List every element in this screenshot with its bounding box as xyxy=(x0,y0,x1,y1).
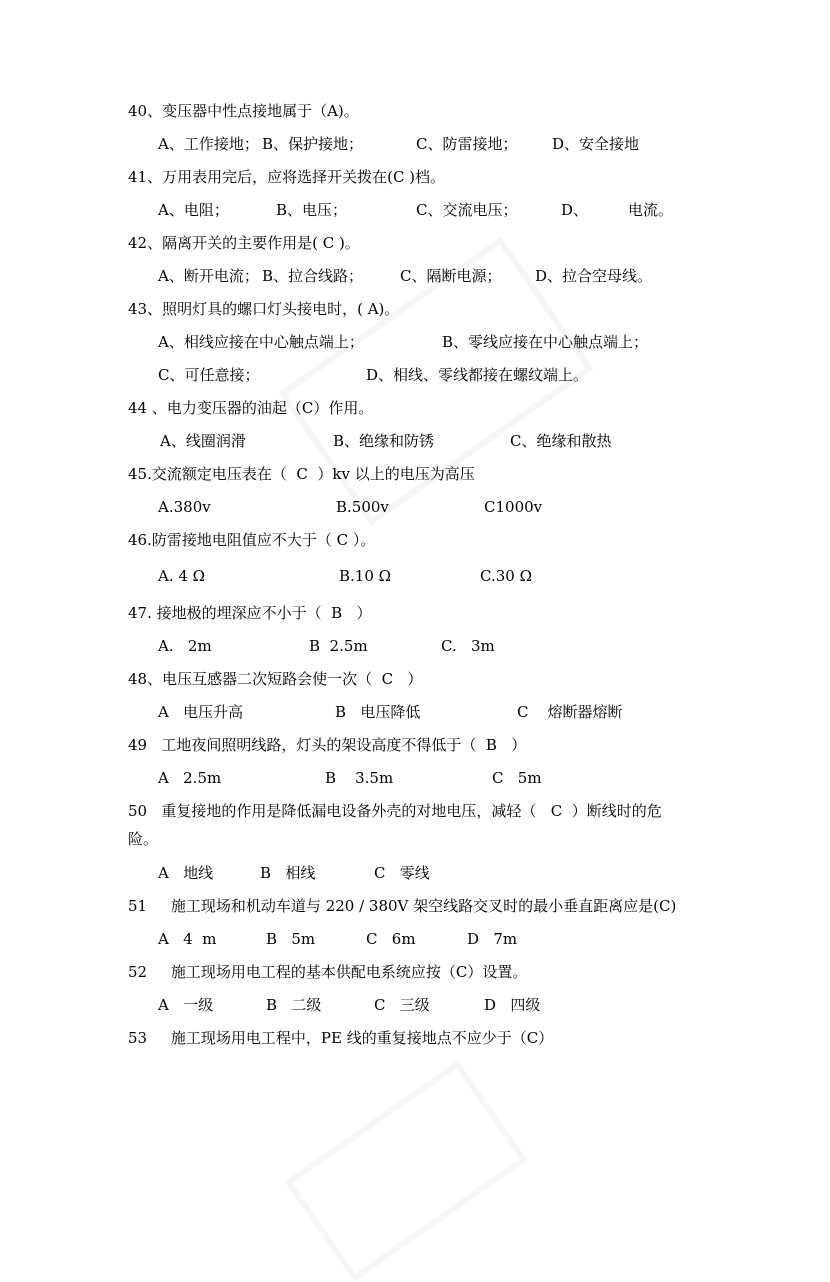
option-a: A 电压升高 xyxy=(158,703,244,721)
option-a: A、断开电流； xyxy=(158,267,259,285)
option-b: B.500v xyxy=(336,498,389,516)
option-a: A、电阻； xyxy=(158,201,229,219)
option-c: C、交流电压； xyxy=(416,201,518,219)
option-d: D、 xyxy=(561,201,589,219)
option-c: C 6m xyxy=(366,930,416,948)
question-53: 53 施工现场用电工程中，PE 线的重复接地点不应少于（C） xyxy=(128,1029,554,1047)
question-45: 45.交流额定电压表在（ C ）kv 以上的电压为高压 xyxy=(128,465,475,483)
option-b: B、保护接地； xyxy=(262,135,364,153)
option-b: B 3.5m xyxy=(325,769,394,787)
option-b: B 电压降低 xyxy=(335,703,421,721)
option-d: D、相线、零线都接在螺纹端上。 xyxy=(366,366,589,384)
option-c: C、隔断电源； xyxy=(400,267,502,285)
option-c: C.30 Ω xyxy=(480,567,533,585)
option-a: A 一级 xyxy=(158,996,214,1014)
option-a: A 地线 xyxy=(158,864,214,882)
option-d-text: 电流。 xyxy=(628,201,674,219)
option-a: A. 2m xyxy=(158,637,212,655)
option-d: D 四级 xyxy=(484,996,541,1014)
question-44: 44 、电力变压器的油起（C）作用。 xyxy=(128,399,374,417)
option-c: C 熔断器熔断 xyxy=(517,703,623,721)
question-46: 46.防雷接地电阻值应不大于（ C ）。 xyxy=(128,531,376,549)
option-b: B 2.5m xyxy=(309,637,368,655)
option-c: C、绝缘和散热 xyxy=(510,432,612,450)
option-a: A 4 m xyxy=(158,930,217,948)
question-42: 42、隔离开关的主要作用是( C )。 xyxy=(128,234,360,252)
option-c: C、可任意接； xyxy=(158,366,260,384)
question-50: 50 重复接地的作用是降低漏电设备外壳的对地电压，减轻（ C ）断线时的危 xyxy=(128,802,662,820)
question-43: 43、照明灯具的螺口灯头接电时，( A)。 xyxy=(128,300,400,318)
option-a: A、工作接地； xyxy=(158,135,259,153)
option-b: B、绝缘和防锈 xyxy=(333,432,435,450)
option-b: B 二级 xyxy=(266,996,322,1014)
watermark xyxy=(284,1060,528,1282)
option-d: D、安全接地 xyxy=(552,135,640,153)
question-40: 40、变压器中性点接地属于（A)。 xyxy=(128,102,359,120)
question-51: 51 施工现场和机动车道与 220 / 380V 架空线路交叉时的最小垂直距离应是(C) xyxy=(128,897,677,915)
option-b: B 5m xyxy=(266,930,316,948)
question-49: 49 工地夜间照明线路，灯头的架设高度不得低于（ B ） xyxy=(128,736,527,754)
option-b: B、拉合线路； xyxy=(262,267,364,285)
question-48: 48、电压互感器二次短路会使一次（ C ） xyxy=(128,670,423,688)
option-a: A. 4 Ω xyxy=(158,567,206,585)
option-a: A、相线应接在中心触点端上； xyxy=(158,333,364,351)
question-47: 47. 接地极的埋深应不小于（ B ） xyxy=(128,604,372,622)
option-a: A 2.5m xyxy=(158,769,222,787)
option-d: D 7m xyxy=(467,930,518,948)
option-b: B 相线 xyxy=(260,864,316,882)
option-b: B、零线应接在中心触点端上； xyxy=(442,333,649,351)
option-d: D、拉合空母线。 xyxy=(535,267,653,285)
option-c: C 5m xyxy=(492,769,542,787)
option-c: C 三级 xyxy=(374,996,430,1014)
question-50-continued: 险。 xyxy=(128,830,159,848)
question-52: 52 施工现场用电工程的基本供配电系统应按（C）设置。 xyxy=(128,963,528,981)
option-a: A、线圈润滑 xyxy=(160,432,246,450)
option-c: C1000v xyxy=(484,498,543,516)
option-a: A.380v xyxy=(158,498,211,516)
option-b: B、电压； xyxy=(276,201,348,219)
option-c: C 零线 xyxy=(374,864,430,882)
question-41: 41、万用表用完后，应将选择开关拨在(C )档。 xyxy=(128,168,446,186)
option-c: C、防雷接地； xyxy=(416,135,518,153)
option-b: B.10 Ω xyxy=(339,567,392,585)
option-c: C. 3m xyxy=(441,637,495,655)
